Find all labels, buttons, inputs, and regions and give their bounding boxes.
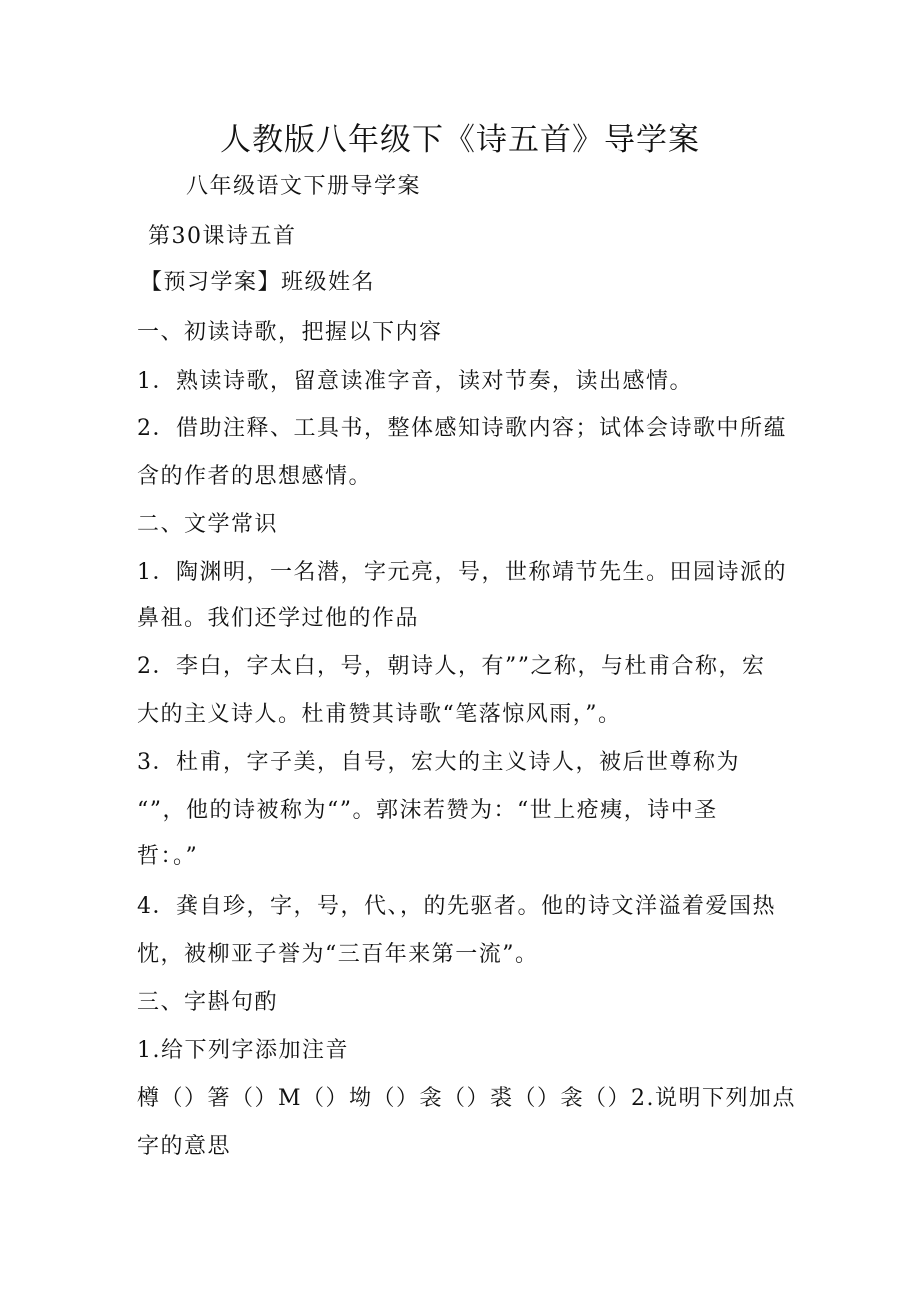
text-line: 字的意思 xyxy=(137,1134,232,1159)
text-line: 1．陶渊明，一名潜，字元亮，号，世称靖节先生。田园诗派的 xyxy=(137,560,787,585)
section-heading: 三、字斟句酌 xyxy=(137,990,279,1015)
lesson-heading: 第30课诗五首 xyxy=(148,224,297,249)
text-line: 含的作者的思想感情。 xyxy=(137,464,373,489)
text-line: 大的主义诗人。杜甫赞其诗歌“笔落惊风雨，”。 xyxy=(137,702,622,727)
text-line: 2．借助注释、工具书，整体感知诗歌内容；试体会诗歌中所蕴 xyxy=(137,416,787,441)
preview-heading: 【预习学案】班级姓名 xyxy=(140,270,376,295)
section-heading: 二、文学常识 xyxy=(137,512,279,537)
text-line: 4．龚自珍，字，号，代、，的先驱者。他的诗文洋溢着爱国热 xyxy=(137,894,776,919)
text-line: 2．李白，字太白，号，朝诗人，有””之称，与杜甫合称，宏 xyxy=(137,654,766,679)
document-subtitle: 八年级语文下册导学案 xyxy=(186,174,422,199)
text-line: 1.给下列字添加注音 xyxy=(137,1038,349,1063)
section-heading: 一、初读诗歌，把握以下内容 xyxy=(137,320,443,345)
text-line: 3．杜甫，字子美，自号，宏大的主义诗人，被后世尊称为 xyxy=(137,750,740,775)
text-line: 鼻祖。我们还学过他的作品 xyxy=(137,606,420,631)
text-line: 樽（）箸（）M（）坳（）衾（）裘（）衾（）2.说明下列加点 xyxy=(137,1086,797,1111)
text-line: 哲：。” xyxy=(137,844,199,869)
document-title: 人教版八年级下《诗五首》导学案 xyxy=(220,122,700,158)
text-line: “”，他的诗被称为“”。郭沫若赞为：“世上疮痍，诗中圣 xyxy=(137,798,718,823)
text-line: 1．熟读诗歌，留意读准字音，读对节奏，读出感情。 xyxy=(137,369,693,394)
text-line: 忱，被柳亚子誉为“三百年来第一流”。 xyxy=(137,942,539,967)
